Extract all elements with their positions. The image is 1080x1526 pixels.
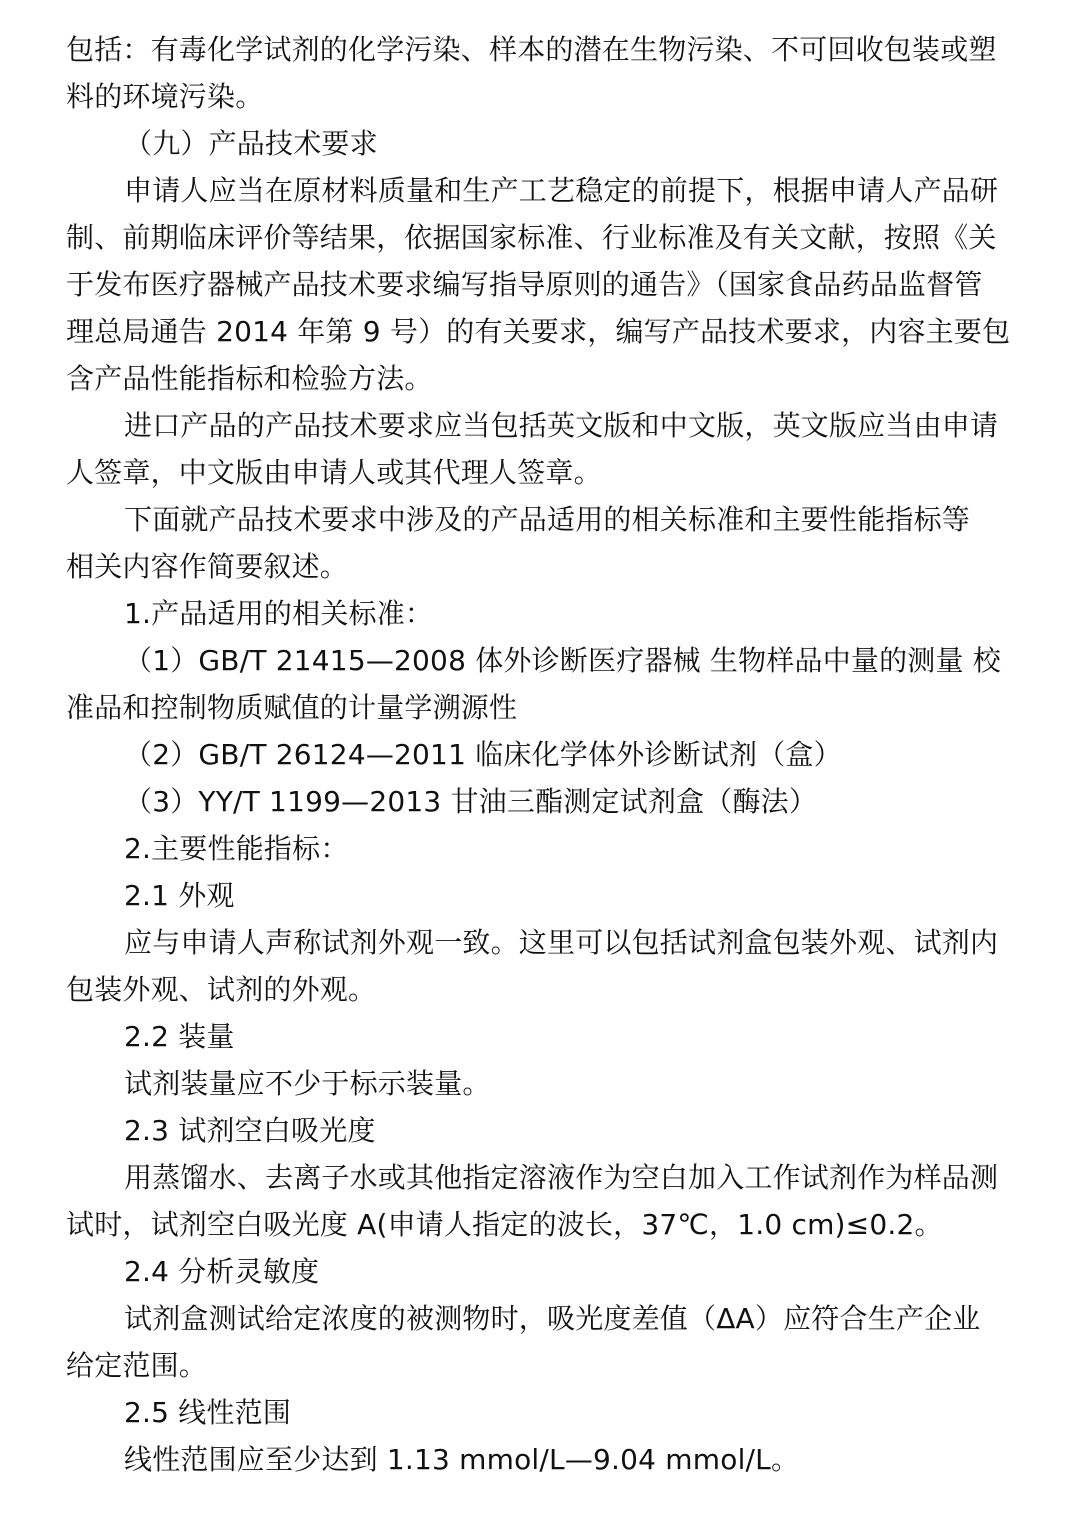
text-line-8: 含产品性能指标和检验方法。 xyxy=(66,362,433,395)
text-line-23: 试剂装量应不少于标示装量。 xyxy=(124,1067,491,1100)
text-line-21: 包装外观、试剂的外观。 xyxy=(66,973,377,1006)
text-line-4: 申请人应当在原材料质量和生产工艺稳定的前提下，根据申请人产品研 xyxy=(124,174,999,207)
text-line-5: 制、前期临床评价等结果，依据国家标准、行业标准及有关文献，按照《关 xyxy=(66,221,997,254)
subheading-2-5: 2.5 线性范围 xyxy=(124,1396,292,1429)
text-line-20: 应与申请人声称试剂外观一致。这里可以包括试剂盒包装外观、试剂内 xyxy=(124,926,999,959)
text-line-1: 包括：有毒化学试剂的化学污染、样本的潜在生物污染、不可回收包装或塑 xyxy=(66,33,997,66)
subheading-2-2: 2.2 装量 xyxy=(124,1020,235,1053)
subheading-standards: 1.产品适用的相关标准： xyxy=(124,597,434,630)
text-line-31: 线性范围应至少达到 1.13 mmol/L—9.04 mmol/L。 xyxy=(124,1443,800,1476)
subheading-2-1: 2.1 外观 xyxy=(124,879,235,912)
text-line-11: 下面就产品技术要求中涉及的产品适用的相关标准和主要性能指标等 xyxy=(124,503,971,536)
standard-item-3: （3）YY/T 1199—2013 甘油三酯测定试剂盒（酶法） xyxy=(124,785,818,818)
text-line-2: 料的环境污染。 xyxy=(66,80,264,113)
text-line-25: 用蒸馏水、去离子水或其他指定溶液作为空白加入工作试剂作为样品测 xyxy=(124,1161,999,1194)
subheading-2-4: 2.4 分析灵敏度 xyxy=(124,1255,320,1288)
section-heading-9: （九）产品技术要求 xyxy=(124,127,378,160)
text-line-7: 理总局通告 2014 年第 9 号）的有关要求，编写产品技术要求，内容主要包 xyxy=(66,315,1011,348)
text-line-12: 相关内容作简要叙述。 xyxy=(66,550,349,583)
standard-item-1: （1）GB/T 21415—2008 体外诊断医疗器械 生物样品中量的测量 校 xyxy=(124,644,1001,677)
text-line-29: 给定范围。 xyxy=(66,1349,208,1382)
text-line-6: 于发布医疗器械产品技术要求编写指导原则的通告》（国家食品药品监督管 xyxy=(66,268,983,301)
subheading-performance: 2.主要性能指标： xyxy=(124,832,349,865)
text-line-10: 人签章，中文版由申请人或其代理人签章。 xyxy=(66,456,602,489)
standard-item-1-cont: 准品和控制物质赋值的计量学溯源性 xyxy=(66,691,518,724)
text-line-9: 进口产品的产品技术要求应当包括英文版和中文版，英文版应当由申请 xyxy=(124,409,999,442)
text-line-28: 试剂盒测试给定浓度的被测物时，吸光度差值（ΔA）应符合生产企业 xyxy=(124,1302,981,1335)
text-line-26: 试时，试剂空白吸光度 A(申请人指定的波长，37℃，1.0 cm)≤0.2。 xyxy=(66,1208,943,1241)
subheading-2-3: 2.3 试剂空白吸光度 xyxy=(124,1114,376,1147)
standard-item-2: （2）GB/T 26124—2011 临床化学体外诊断试剂（盒） xyxy=(124,738,842,771)
